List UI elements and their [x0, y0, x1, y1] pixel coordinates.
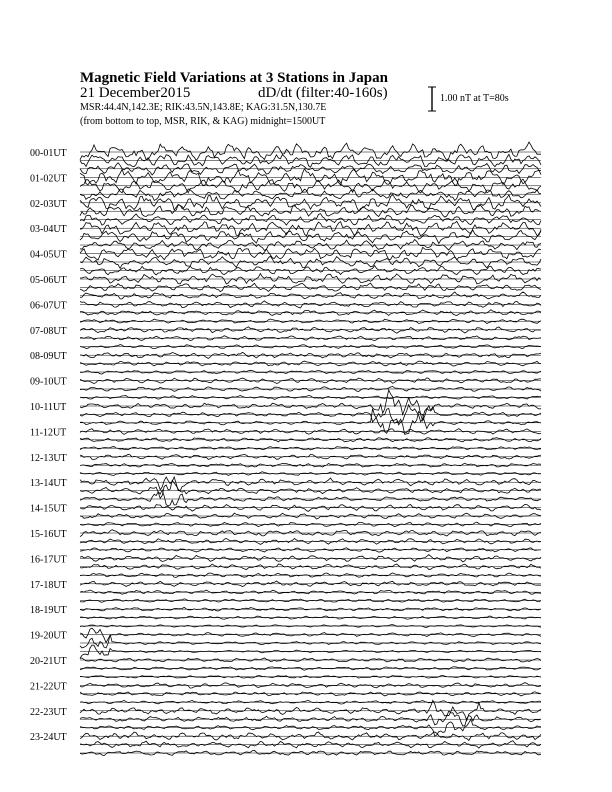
hour-label-1: 01-02UT [30, 173, 67, 185]
hour-label-6: 06-07UT [30, 300, 67, 312]
hour-label-16: 16-17UT [30, 554, 67, 566]
hour-label-8: 08-09UT [30, 351, 67, 363]
trace-kag-0 [80, 142, 541, 160]
trace-kag-14 [80, 504, 541, 511]
hour-label-13: 13-14UT [30, 478, 67, 490]
trace-kag-7 [80, 327, 541, 333]
hour-label-7: 07-08UT [30, 325, 67, 337]
hour-label-19: 19-20UT [30, 630, 67, 642]
hour-label-4: 04-05UT [30, 249, 67, 261]
scale-label: 1.00 nT at T=80s [440, 93, 509, 104]
filter-description: dD/dt (filter:40-160s) [258, 85, 388, 101]
hour-label-5: 05-06UT [30, 275, 67, 286]
hour-label-21: 21-22UT [30, 681, 67, 693]
hour-label-22: 22-23UT [30, 706, 67, 718]
hour-labels [30, 148, 67, 743]
trace-msr-19 [80, 645, 541, 658]
trace-rik-3 [80, 230, 541, 243]
hour-label-10: 10-11UT [30, 402, 67, 413]
hour-label-3: 03-04UT [30, 224, 67, 236]
trace-rik-1 [80, 178, 541, 193]
trace-msr-5 [80, 292, 541, 299]
hour-label-23: 23-24UT [30, 732, 67, 744]
trace-kag-10 [80, 390, 541, 421]
hour-label-18: 18-19UT [30, 605, 67, 617]
trace-msr-13 [80, 490, 541, 506]
chart-date: 21 December2015 [80, 85, 191, 101]
trace-msr-1 [80, 189, 541, 201]
hour-label-12: 12-13UT [30, 452, 67, 464]
trace-rik-14 [80, 513, 541, 519]
hour-label-17: 17-18UT [30, 579, 67, 591]
hour-label-14: 14-15UT [30, 503, 67, 515]
trace-msr-10 [80, 409, 541, 435]
station-order-note: (from bottom to top, MSR, RIK, & KAG) midnight=1500UT [80, 116, 326, 127]
station-traces [80, 142, 541, 756]
hour-label-2: 02-03UT [30, 198, 67, 210]
chart-title: Magnetic Field Variations at 3 Stations in Japan [80, 70, 388, 86]
trace-kag-19 [80, 628, 541, 643]
hour-label-9: 09-10UT [30, 376, 67, 388]
hour-label-15: 15-16UT [30, 529, 67, 540]
hour-label-20: 20-21UT [30, 656, 67, 667]
hour-label-0: 00-01UT [30, 148, 67, 159]
hour-label-11: 11-12UT [30, 427, 67, 439]
station-coordinates: MSR:44.4N,142.3E; RIK:43.5N,143.8E; KAG:31.5N,130.7E [80, 102, 327, 113]
trace-rik-13 [80, 480, 541, 498]
